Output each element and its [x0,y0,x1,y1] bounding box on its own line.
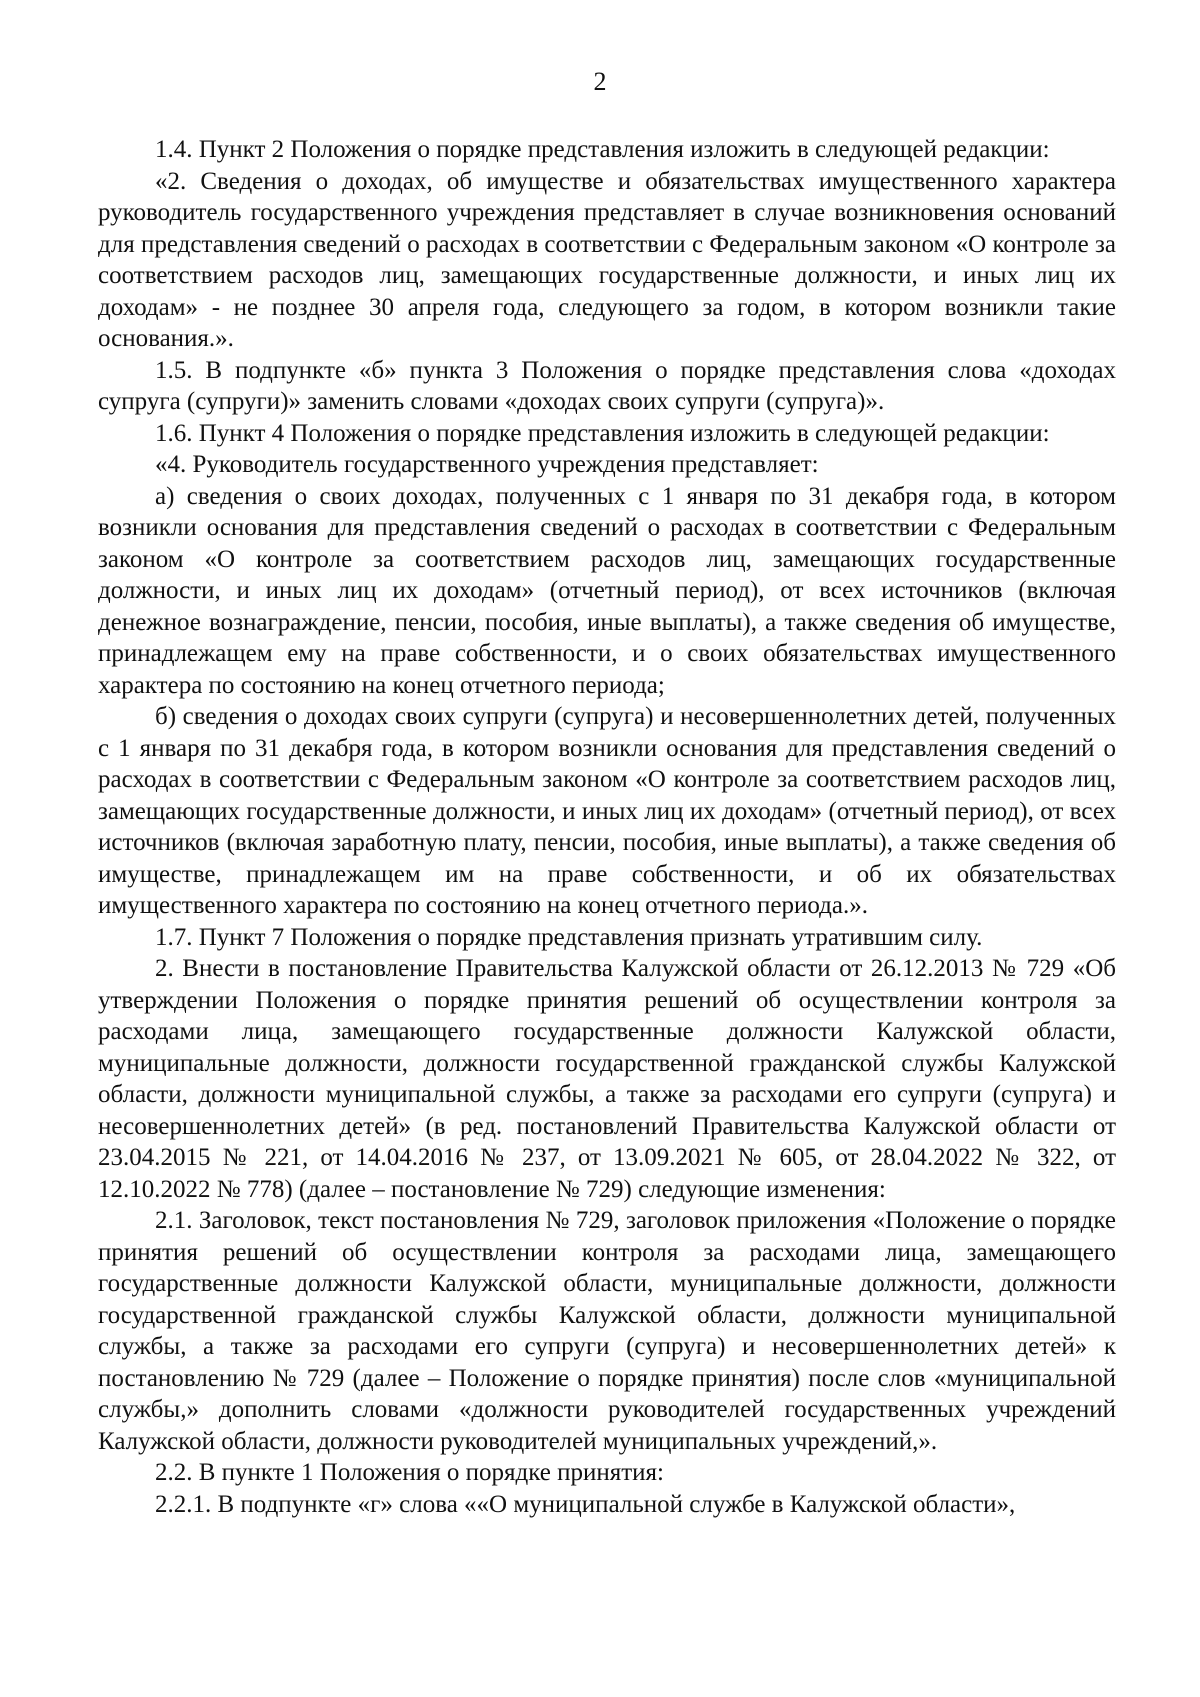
paragraph-1-6: 1.6. Пункт 4 Положения о порядке представления изложить в следующей редакции: [155,419,1050,447]
paragraph-2: 2. Внести в постановление Правительства Калужской области от 26.12.2013 № 729 «Об утверждении Положения о порядке принятия решений об осуществлении контроля за расходами лица, замещающего государственные должности Калужской области, муниципальные должности, должности государственной гражданской службы Калужской области, должности муниципальной службы, а также за расходами его супруги (супруга) и несовершеннолетних детей» (в ред. постановлений Правительства Калужской области от 23.04.2015 № 221, от 14.04.2016 № 237, от 13.09.2021 № 605, от 28.04.2022 № 322, от 12.10.2022 № 778) (далее – постановление № 729) следующие изменения: [98,955,1116,1203]
paragraph-2-1: 2.1. Заголовок, текст постановления № 729, заголовок приложения «Положение о порядке принятия решений об осуществлении контроля за расходами лица, замещающего государственные должности Калужской области, муниципальные должности, должности государственной гражданской службы Калужской области, должности муниципальной службы, а также за расходами его супруги (супруга) и несовершеннолетних детей» к постановлению № 729 (далее – Положение о порядке принятия) после слов «муниципальной службы,» дополнить словами «должности руководителей государственных учреждений Калужской области, должности руководителей муниципальных учреждений,». [98,1207,1116,1455]
paragraph-subitem-b: б) сведения о доходах своих супруги (супруга) и несовершеннолетних детей, полученных с 1 января по 31 декабря года, в котором возникли основания для представления сведений о расходах в соответствии с Федеральным законом «О контроле за соответствием расходов лиц, замещающих государственные должности, и иных лиц их доходам» (отчетный период), от всех источников (включая заработную плату, пенсии, пособия, иные выплаты), а также сведения об имуществе, принадлежащем им на праве собственности, и об их обязательствах имущественного характера по состоянию на конец отчетного периода.». [98,703,1116,919]
paragraph-1-5: 1.5. В подпункте «б» пункта 3 Положения о порядке представления слова «доходах супруга (супруги)» заменить словами «доходах своих супруги (супруга)». [98,356,1116,415]
page-number: 2 [593,67,607,96]
paragraph-1-4: 1.4. Пункт 2 Положения о порядке представления изложить в следующей редакции: [155,136,1050,163]
document-body [98,134,1116,1520]
paragraph-2-2: 2.2. В пункте 1 Положения о порядке принятия: [155,1459,664,1486]
paragraph-subitem-a: а) сведения о своих доходах, полученных с 1 января по 31 декабря года, в котором возникли основания для представления сведений о расходах в соответствии с Федеральным законом «О контроле за соответствием расходов лиц, замещающих государственные должности, и иных лиц их доходам» (отчетный период), от всех источников (включая денежное вознаграждение, пенсии, пособия, иные выплаты), а также сведения об имуществе, принадлежащем ему на праве собственности, и о своих обязательствах имущественного характера по состоянию на конец отчетного периода; [98,482,1116,699]
paragraph-2-2-1: 2.2.1. В подпункте «г» слова ««О муниципальной службе в Калужской области», [155,1490,1016,1518]
paragraph-quote-2: «2. Сведения о доходах, об имуществе и обязательствах имущественного характера руководитель государственного учреждения представляет в случае возникновения оснований для представления сведений о расходах в соответствии с Федеральным законом «О контроле за соответствием расходов лиц, замещающих государственные должности, и иных лиц их доходам» - не позднее 30 апреля года, следующего за годом, в котором возникли такие основания.». [98,167,1116,352]
paragraph-quote-4: «4. Руководитель государственного учреждения представляет: [155,451,819,478]
paragraph-1-7: 1.7. Пункт 7 Положения о порядке представления признать утратившим силу. [155,923,983,951]
